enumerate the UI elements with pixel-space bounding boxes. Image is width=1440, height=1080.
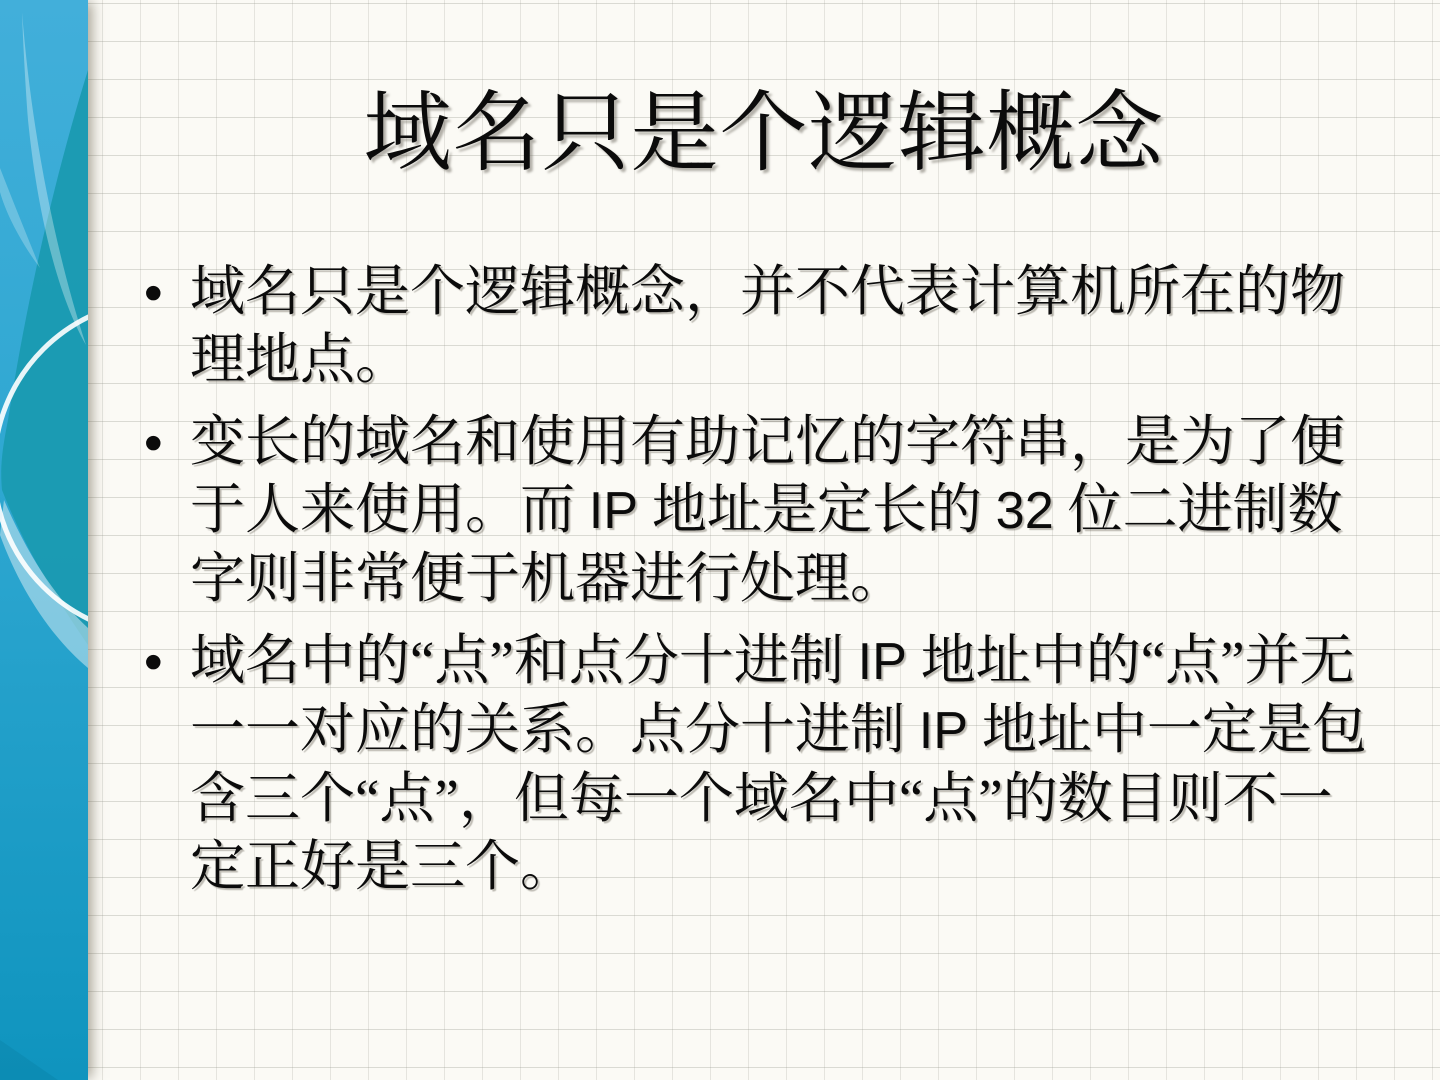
slide-content [88,0,1440,1080]
bullet-item [140,408,1385,613]
bullet-text: 变长的域名和使用有助记忆的字符串，是为了便于人来使用。而 IP 地址是定长的 32 位二进制数字则非常便于机器进行处理。 [190,410,1346,609]
slide-title: 域名只是个逻辑概念 [363,86,1165,183]
bullet-item [140,627,1385,901]
bullet-text: 域名只是个逻辑概念，并不代表计算机所在的物理地点。 [190,260,1346,390]
bullet-list [140,258,1385,901]
bullet-text: 域名中的“点”和点分十进制 IP 地址中的“点”并无一一对应的关系。点分十进制 IP 地址中一定是包含三个“点”，但每一个域名中“点”的数目则不一定正好是三个。 [190,629,1367,897]
bullet-dot-icon: ● [145,649,162,672]
bullet-dot-icon: ● [145,430,162,453]
sidebar-swirl-graphic [0,0,88,1080]
decorative-sidebar [0,0,88,1080]
bullet-item [140,258,1385,394]
bullet-dot-icon: ● [145,280,162,303]
